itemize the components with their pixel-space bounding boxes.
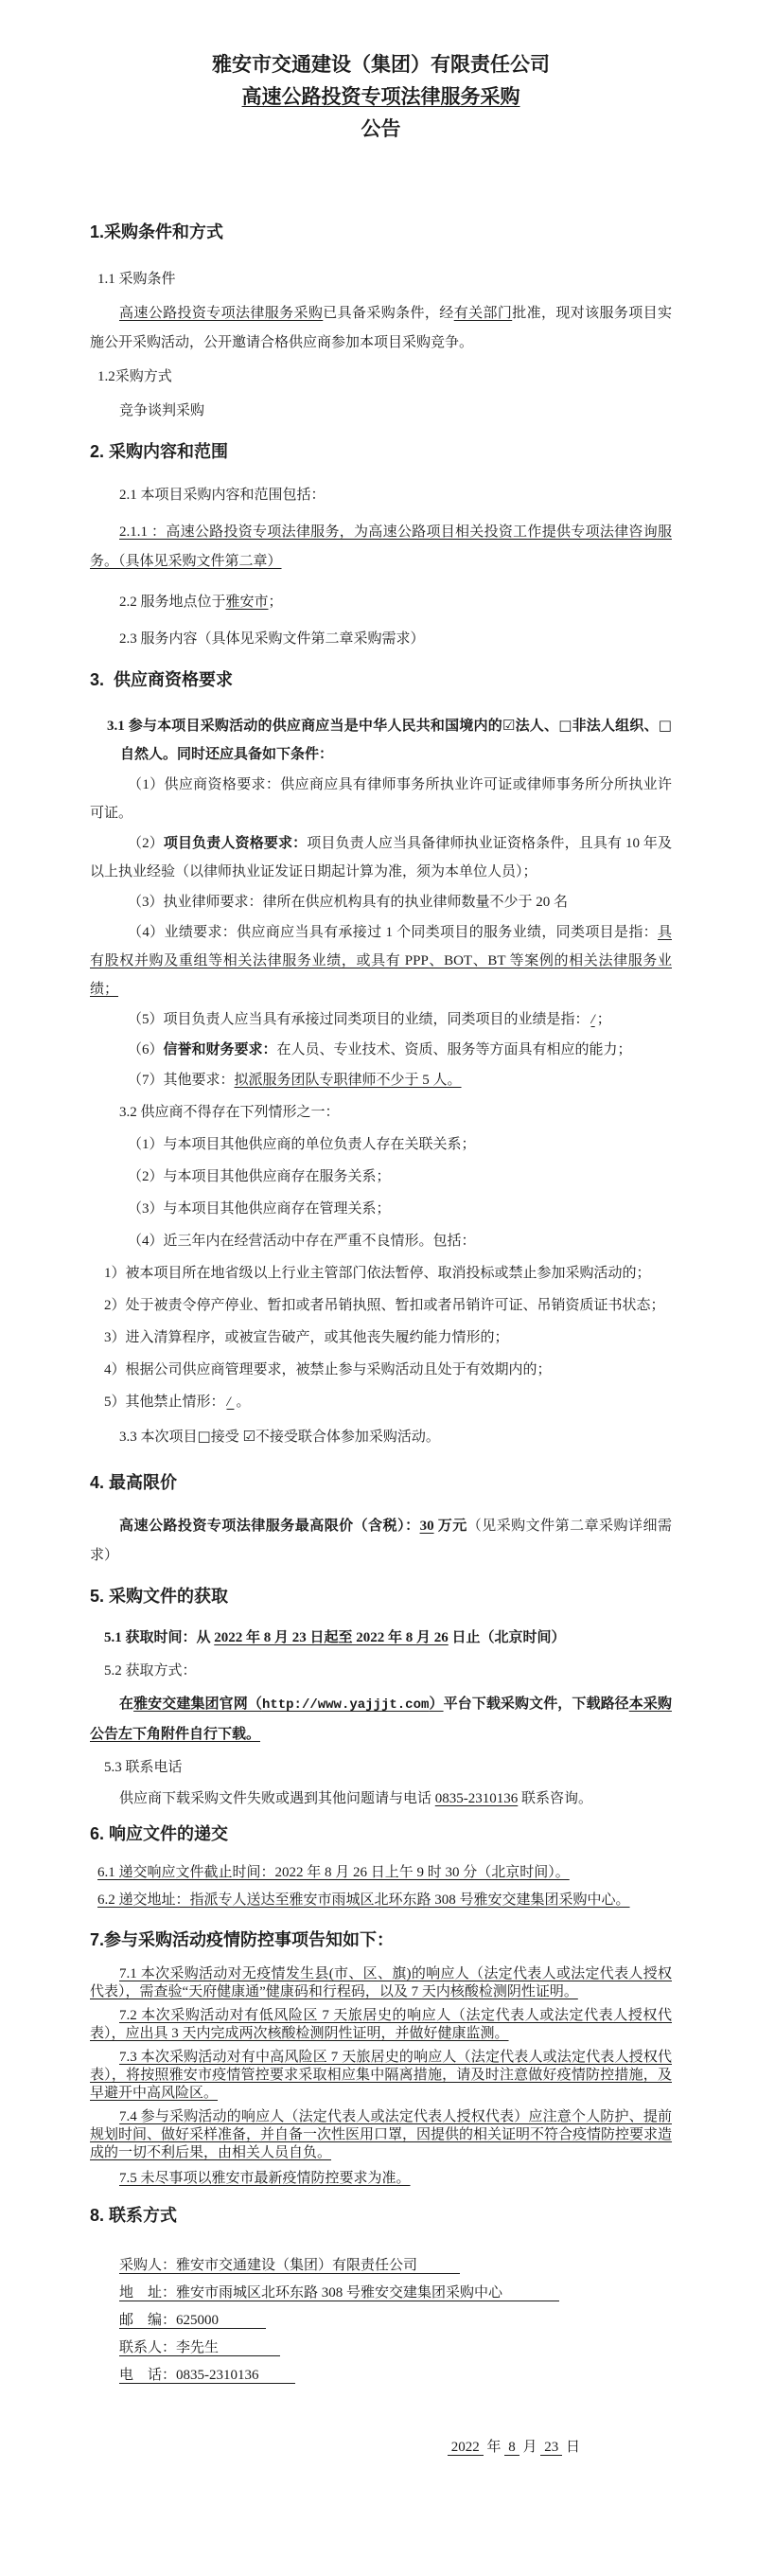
text-segment: 3.3 本次项目 [119,1430,198,1445]
obtain-time-label: 5.1 获取时间：从 [104,1630,215,1645]
covid-item-7-4: 7.4 参与采购活动的响应人（法定代表人或法定代表人授权代表）应注意个人防护、提前规划时间、做好采样准备，并自备一次性医用口罩，因提供的相关证明不符合疫情防控要求造成的一切不利后果，由相关人员自负。 [90,2109,673,2160]
text-segment: （5）项目负责人应当具有承接过同类项目的业绩，同类项目的业绩是指： [128,1012,590,1027]
contact-phone-label: 电 话： [119,2368,177,2383]
contact-person-label: 联系人： [119,2340,177,2355]
checkbox-unchecked-icon: □ [658,717,672,734]
text-segment: 平台下载采购文件，下载路径 [443,1697,629,1712]
text-segment: 供应商下载采购文件失败或遇到其他问题请与电话 [119,1791,435,1806]
contact-address-value: 雅安市雨城区北环东路 308 号雅安交建集团采购中心 [176,2285,503,2301]
obtain-time-range: 2022 年 8 月 23 日起至 2022 年 8 月 26 [214,1630,449,1645]
bad-record-item-5 [90,1388,672,1416]
text-segment: 3.1 参与本项目采购活动的供应商应当是中华人民共和国境内的 [107,719,502,734]
clause-3-2: 3.2 供应商不得存在下列情形之一： [119,1105,340,1120]
contact-phone-line [119,2368,295,2384]
prohibited-item-2: （2）与本项目其他供应商存在服务关系； [128,1169,391,1184]
download-instructions [90,1690,672,1750]
covid-item-7-2: 7.2 本次采购活动对有低风险区 7 天旅居史的响应人（法定代表人或法定代表人授权代表），应出具 3 天内完成两次核酸检测阴性证明，并做好健康监测。 [90,2008,672,2041]
contact-zip-label: 邮 编： [119,2313,177,2328]
text-segment: 项目负责人应当具备律师执业证资格条件，且具有 10 年及以上执业经验（以律师执业证发证日期起计算为准，须为本单位人员）； [90,836,672,879]
issue-date-day: 23 [540,2440,562,2456]
section-8-heading: 8. 联系方式 [90,2206,178,2225]
text-segment: 联系咨询。 [518,1791,593,1806]
issue-date-day-label: 日 [565,2440,580,2455]
clause-6-2-address: 6.2 递交地址：指派专人送达至雅安市雨城区北环东路 308 号雅安交建集团采购中心。 [97,1892,630,1908]
clause-6-1-deadline: 6.1 递交响应文件截止时间：2022 年 8 月 26 日上午 9 时 30 分（北京时间）。 [97,1865,570,1880]
prohibited-item-4: （4）近三年内在经营活动中存在严重不良情形。包括： [128,1234,476,1249]
text-segment: （见采购文件第二章采购详细需求） [90,1519,672,1563]
max-price-value: 30 [419,1519,434,1534]
checkbox-checked-icon: ☑ [242,1428,255,1445]
website-url: http://www.yajjjt.com [261,1697,430,1713]
option-accept-consortium: 接受 [210,1430,243,1445]
doc-title [90,49,672,146]
option-non-legal-person: 非法人组织、 [572,719,659,734]
contact-address-label: 地 址： [119,2285,177,2301]
section-5-heading: 5. 采购文件的获取 [90,1587,229,1606]
clause-2-1: 2.1 本项目采购内容和范围包括： [119,488,326,503]
max-price-label: 高速公路投资专项法律服务最高限价（含税）： [119,1519,420,1534]
download-help-para [90,1785,672,1814]
contact-zip [90,2307,672,2335]
text-segment: （6） [128,1042,164,1057]
text-segment: 。 [236,1395,251,1410]
issue-date-month-label: 月 [522,2440,537,2455]
text-segment: 在 [119,1697,134,1712]
covid-item-7-1: 7.1 本次采购活动对无疫情发生县(市、区、旗)的响应人（法定代表人或法定代表人授权代表），需查验“天府健康通”健康码和行程码，以及 7 天内核酸检测阴性证明。 [90,1966,672,1999]
text-segment: 日止（北京时间） [448,1630,566,1645]
checkbox-unchecked-icon: □ [197,1428,211,1445]
clause-5-1 [90,1624,672,1653]
section-7-heading: 7.参与采购活动疫情防控事项告知如下： [90,1930,395,1949]
clause-2-2 [90,588,672,617]
contact-buyer [90,2252,672,2280]
doc-title-line-2 [90,81,672,114]
supplier-requirement-item-2 [90,829,672,886]
prohibited-item-3: （3）与本项目其他供应商存在管理关系； [128,1201,391,1217]
issue-date-year-label: 年 [486,2440,502,2455]
supplier-requirement-item-4 [90,918,672,1004]
clause-2-3: 2.3 服务内容（具体见采购文件第二章采购需求） [119,631,425,647]
clause-5-2: 5.2 获取方式： [104,1663,197,1679]
prohibited-item-1: （1）与本项目其他供应商的单位负责人存在关联关系； [128,1137,476,1152]
checkbox-checked-icon: ☑ [502,717,516,734]
section-1-heading: 1.采购条件和方式 [90,222,224,241]
contact-address-line [119,2285,559,2301]
clause-3-3 [90,1422,672,1451]
help-phone-number: 0835-2310136 [434,1791,519,1806]
contact-person-value: 李先生 [176,2340,220,2355]
section-2-heading: 2. 采购内容和范围 [90,442,229,461]
text-segment: ； [596,1012,611,1027]
section-6-heading: 6. 响应文件的递交 [90,1824,229,1843]
bad-record-item-1: 1）被本项目所在地省级以上行业主管部门依法暂停、取消投标或禁止参加采购活动的； [104,1266,651,1281]
doc-title-line-1: 雅安市交通建设（集团）有限责任公司 [212,54,550,76]
procurement-project-name: 高速公路投资专项法律服务采购 [119,306,324,321]
covid-item-7-3: 7.3 本次采购活动对有中高风险区 7 天旅居史的响应人（法定代表人或法定代表人授权代表），将按照雅安市疫情管控要求采取相应集中隔离措施，请及时注意做好疫情防控措施，及早避开中高风险区。 [90,2050,672,2101]
supplier-requirement-item-1: （1）供应商资格要求：供应商应具有律师事务所执业许可证或律师事务所分所执业许可证。 [90,777,672,821]
clause-1-1-heading: 1.1 采购条件 [97,272,176,287]
contact-buyer-label: 采购人： [119,2258,177,2273]
covid-item-7-5: 7.5 未尽事项以雅安市最新疫情防控要求为准。 [119,2171,411,2186]
contact-zip-value: 625000 [176,2313,220,2328]
download-path: 本采购公告左下角附件自行下载。 [90,1697,672,1742]
text-segment: 已具备采购条件，经 [323,306,454,321]
clause-1-1-body [90,299,672,358]
text-segment: 2.2 服务地点位于 [119,595,226,610]
similar-project-definition: 具有股权并购及重组等相关法律服务业绩，或具有 PPP、BOT、BT 等案例的相关法律服务业绩； [90,925,672,997]
slash-placeholder: / [590,1012,595,1027]
text-segment: （2） [128,836,164,851]
issue-date-year: 2022 [448,2440,484,2456]
text-segment: ； [268,595,283,610]
contact-address [90,2280,672,2307]
bad-record-item-3: 3）进入清算程序，或被宣告破产，或其他丧失履约能力情形的； [104,1330,509,1345]
text-segment: （4）业绩要求：供应商应当具有承接过 1 个同类项目的服务业绩，同类项目是指： [128,925,658,940]
option-legal-person: 法人、 [515,719,559,734]
section-4-heading: 4. 最高限价 [90,1473,178,1492]
contact-buyer-line [119,2258,460,2274]
bad-record-item-2: 2）处于被责令停产停业、暂扣或者吊销执照、暂扣或者吊销许可证、吊销资质证书状态； [104,1298,665,1313]
website-name: 雅安交建集团官网（ [133,1697,262,1712]
bad-record-item-4: 4）根据公司供应商管理要求，被禁止参与采购活动且处于有效期内的； [104,1362,552,1377]
supplier-requirement-item-7 [90,1066,672,1094]
requirement-label: 信誉和财务要求： [163,1042,277,1057]
option-natural-person: 自然人。同时还应具备如下条件： [120,747,334,762]
max-price-unit: 万元 [433,1519,467,1534]
issue-date-month: 8 [504,2440,519,2456]
text-segment: 批准，现对该服务项目实施公开采购活动，公开邀请合格供应商参加本项目采购竞争。 [90,306,672,350]
slash-placeholder: / [226,1395,235,1410]
contact-phone-value: 0835-2310136 [176,2368,259,2383]
contact-zip-line [119,2313,266,2329]
issue-date [90,2433,580,2462]
doc-title-line-2-text: 高速公路投资专项法律服务采购 [241,86,520,108]
clause-2-1-1: 2.1.1 ：高速公路投资专项法律服务，为高速公路项目相关投资工作提供专项法律咨询服务。（具体见采购文件第二章） [90,524,672,569]
team-lawyer-requirement: 拟派服务团队专职律师不少于 5 人。 [234,1073,462,1088]
clause-3-1 [107,711,672,769]
contact-buyer-value: 雅安市交通建设（集团）有限责任公司 [176,2258,418,2273]
text-segment: 5）其他禁止情形： [104,1395,225,1410]
supplier-requirement-item-6 [90,1036,672,1064]
requirement-label: 项目负责人资格要求： [163,836,308,851]
checkbox-unchecked-icon: □ [558,717,572,734]
supplier-requirement-item-5 [90,1005,672,1034]
approving-authority: 有关部门 [453,306,513,321]
contact-person [90,2335,672,2362]
text-segment: （7）其他要求： [128,1073,235,1088]
clause-5-3: 5.3 联系电话 [104,1760,183,1775]
doc-title-line-3: 公告 [361,118,401,140]
supplier-requirement-item-3: （3）执业律师要求：律所在供应机构具有的执业律师数量不少于 20 名 [128,895,569,910]
contact-phone [90,2362,672,2389]
text-segment: ） [429,1697,444,1712]
contact-person-line [119,2340,280,2356]
service-location: 雅安市 [225,595,269,610]
clause-1-2-body: 竞争谈判采购 [119,403,205,418]
text-segment: 在人员、专业技术、资质、服务等方面具有相应的能力； [276,1042,632,1057]
clause-1-2-heading: 1.2采购方式 [97,369,172,384]
max-price-para [90,1512,672,1571]
section-3-heading: 3. 供应商资格要求 [90,670,234,689]
option-reject-consortium: 不接受联合体参加采购活动。 [255,1430,440,1445]
